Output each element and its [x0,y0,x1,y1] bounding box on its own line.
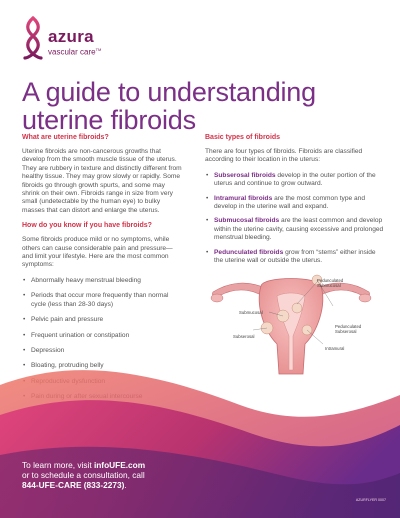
paragraph-types-intro: There are four types of fibroids. Fibroids are classified according to their location in the uterus: [205,148,363,164]
list-item: • Subserosal fibroids develop in the outer portion of the uterus and continue to grow outward. [205,172,385,189]
phone-number[interactable]: 844-UFE-CARE (833-2273) [22,480,125,490]
heading-how-do-you-know: How do you know if you have fibroids? [22,222,152,230]
heading-what-are-fibroids: What are uterine fibroids? [22,134,109,141]
list-item: • Periods that occur more frequently than normal cycle (less than 28-30 days) [22,292,182,309]
label-pedunculated-subserosal: Pedunculated Subserosal [335,324,362,334]
list-item: • Depression [22,347,182,355]
footer-wave-background [0,345,400,518]
footer-cta: To learn more, visit infoUFE.com or to schedule a consultation, call 844-UFE-CARE (833-2273). [22,460,146,490]
azura-ribbon-icon [22,16,44,60]
footer-text: To learn more, visit [22,460,94,470]
list-item: • Frequent urination or constipation [22,332,182,340]
brand-subtitle: vascular care™ [48,47,102,57]
list-item: • Intramural fibroids are the most common type and develop in the uterine wall and expand. [205,195,385,212]
azura-logo [22,16,101,60]
label-submucosal: Submucosal [239,310,263,315]
paragraph-what-are-fibroids: Uterine fibroids are non-cancerous growths that develop from the smooth muscle tissue of the uterus. They are rubbery in texture and distinctly different from healthy tissue. They may grow slowly or rapidly. Some fibroids go through growth spurts, and some may shrink on their own. Fibroids range in size from very small (undetectable by the human eye) to bulky masses that can distort and enlarge the uterus. [22,148,182,214]
page-title: A guide to understanding uterine fibroids [22,77,316,135]
label-pedunculated-submucosal: Pedunculated Submucosal [317,278,344,288]
list-item: • Pedunculated fibroids grow from “stems” either inside the uterine wall or outside the uterus. [205,249,385,266]
list-item: • Bloating, protruding belly [22,362,182,370]
fibroid-types-list [205,172,385,266]
label-intramural: Intramural [325,346,345,351]
brand-name: azura [48,27,94,46]
right-column [205,134,385,271]
label-subserosal: Subserosal [233,334,255,339]
heading-basic-types: Basic types of fibroids [205,134,281,141]
document-code: AZURFLYER 0007 [355,498,386,502]
website-link[interactable]: infoUFE.com [93,460,146,470]
list-item: • Submucosal fibroids are the least common and develop within the uterine cavity, causing excessive and prolonged menstrual bleeding. [205,217,385,242]
fibroid-pedunculated-submucosal [292,303,302,313]
paragraph-symptoms-intro: Some fibroids produce mild or no symptoms, while others can cause considerable pain and pressure—and limit your lifestyle. Here are the most common symptoms: [22,236,173,269]
list-item: • Pelvic pain and pressure [22,316,182,324]
list-item: • Abnormally heavy menstrual bleeding [22,277,182,285]
footer-text: or to schedule a consultation, call [22,470,145,480]
